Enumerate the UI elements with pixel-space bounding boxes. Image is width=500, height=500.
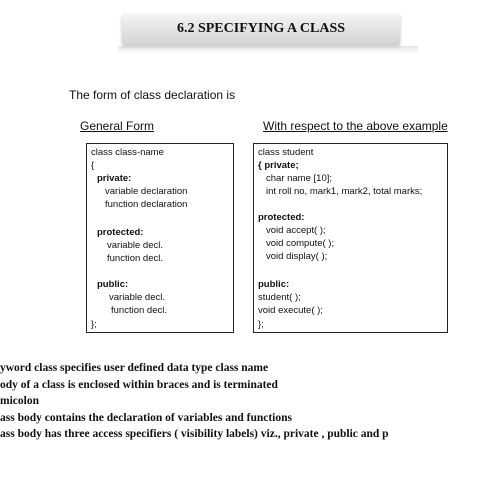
bullet-item: ass body contains the declaration of variables and functions (0, 411, 293, 424)
bullet-item: ass body has three access specifiers ( visibility labels) viz., private , public and p (0, 428, 389, 440)
code-line: variable decl. (107, 240, 163, 251)
code-line: function declaration (105, 199, 188, 210)
code-line: protected: (97, 227, 144, 238)
bullet-item: ody of a class is enclosed within braces and is terminated (0, 378, 278, 391)
code-line: variable decl. (109, 292, 165, 303)
code-line: function decl. (107, 253, 163, 264)
code-line: void display( ); (266, 251, 328, 262)
code-line: private: (97, 173, 132, 184)
code-line: variable declaration (105, 186, 188, 197)
general-form-heading: General Form (80, 119, 155, 133)
code-line: { private; (258, 160, 299, 171)
slide-title-text: 6.2 SPECIFYING A CLASS (176, 21, 346, 36)
code-line: int roll no, mark1, mark2, total marks; (266, 186, 423, 197)
bullet-item: micolon (0, 395, 39, 407)
code-line: }; (258, 319, 264, 330)
code-line: { (91, 160, 95, 171)
example-heading: With respect to the above example (263, 119, 448, 133)
intro-text: The form of class declaration is (69, 88, 236, 102)
bullet-list (0, 360, 389, 443)
code-line: class student (258, 147, 314, 158)
code-line: student( ); (258, 292, 301, 303)
code-line: }; (91, 319, 97, 330)
slide-title (122, 14, 400, 44)
code-line: public: (97, 279, 129, 290)
code-line: function decl. (111, 305, 167, 316)
code-line: class class-name (91, 147, 164, 158)
bullet-item: yword class specifies user defined data type class name (0, 362, 269, 374)
code-line: char name [10]; (266, 173, 333, 184)
title-shadow (118, 46, 418, 54)
code-line: void execute( ); (258, 305, 323, 316)
general-form-box (86, 143, 234, 333)
example-box (253, 143, 448, 333)
code-line: void accept( ); (266, 225, 326, 236)
code-line: public: (258, 279, 290, 290)
code-line: protected: (258, 212, 305, 223)
code-line: void compute( ); (266, 238, 335, 249)
